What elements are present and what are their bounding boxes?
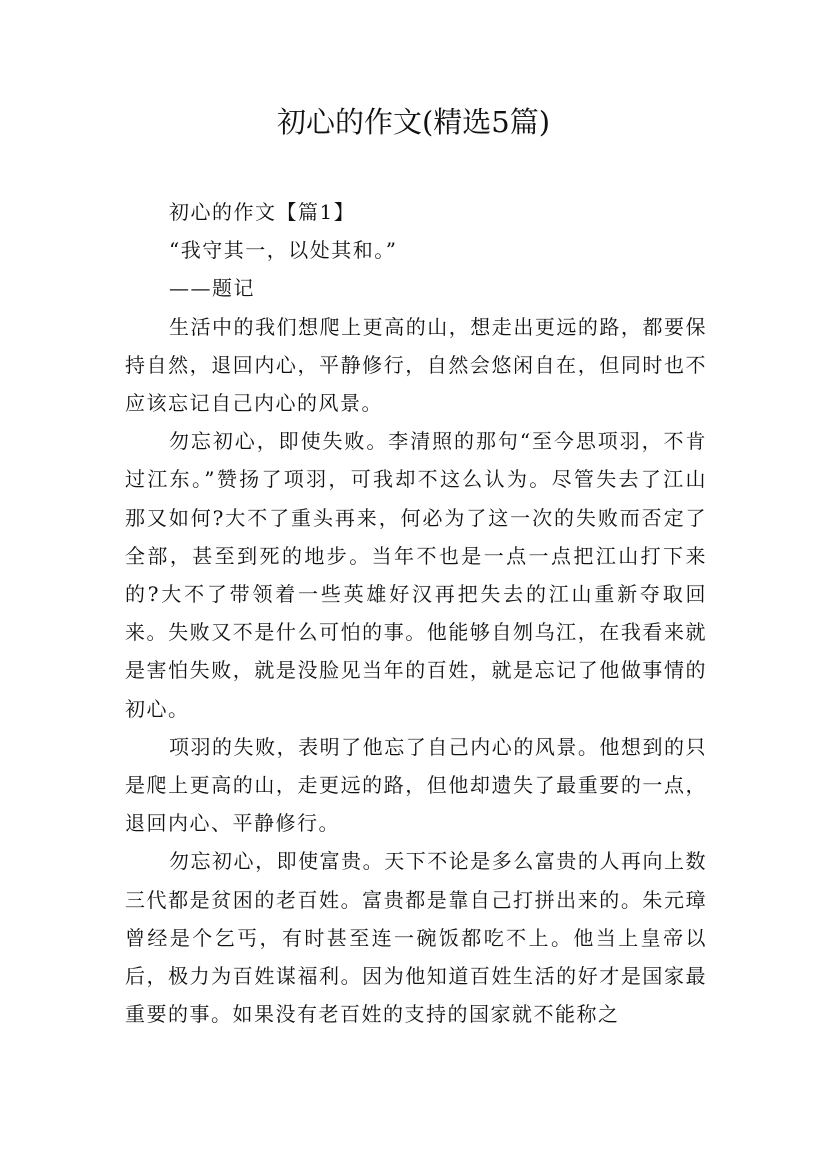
paragraph-3: 项羽的失败，表明了他忘了自己内心的风景。他想到的只是爬上更高的山，走更远的路，但他却遗失了最重要的一点，退回内心、平静修行。 xyxy=(125,734,707,836)
document-title: 初心的作文(精选5篇) xyxy=(276,105,551,139)
paragraph-1: 生活中的我们想爬上更高的山，想走出更远的路，都要保持自然，退回内心，平静修行，自然会悠闲自在，但同时也不应该忘记自己内心的风景。 xyxy=(125,314,707,416)
document-body xyxy=(125,193,707,1033)
section-heading: 初心的作文【篇1】 xyxy=(169,200,356,224)
epigraph-quote: “我守其一，以处其和。” xyxy=(169,238,398,263)
paragraph-4: 勿忘初心，即使富贵。天下不论是多么富贵的人再向上数三代都是贫困的老百姓。富贵都是靠自己打拼出来的。朱元璋曾经是个乞丐，有时甚至连一碗饭都吃不上。他当上皇帝以后，极力为百姓谋福利。因为他知道百姓生活的好才是国家最重要的事。如果没有老百姓的支持的国家就不能称之 xyxy=(125,849,707,1027)
paragraph-2: 勿忘初心，即使失败。李清照的那句“至今思项羽，不肯过江东。”赞扬了项羽，可我却不这么认为。尽管失去了江山那又如何?大不了重头再来，何必为了这一次的失败而否定了全部，甚至到死的地步。当年不也是一点一点把江山打下来的?大不了带领着一些英雄好汉再把失去的江山重新夺取回来。失败又不是什么可怕的事。他能够自刎乌江，在我看来就是害怕失败，就是没脸见当年的百姓，就是忘记了他做事情的初心。 xyxy=(125,429,707,721)
epigraph-attribution: ——题记 xyxy=(169,276,255,301)
